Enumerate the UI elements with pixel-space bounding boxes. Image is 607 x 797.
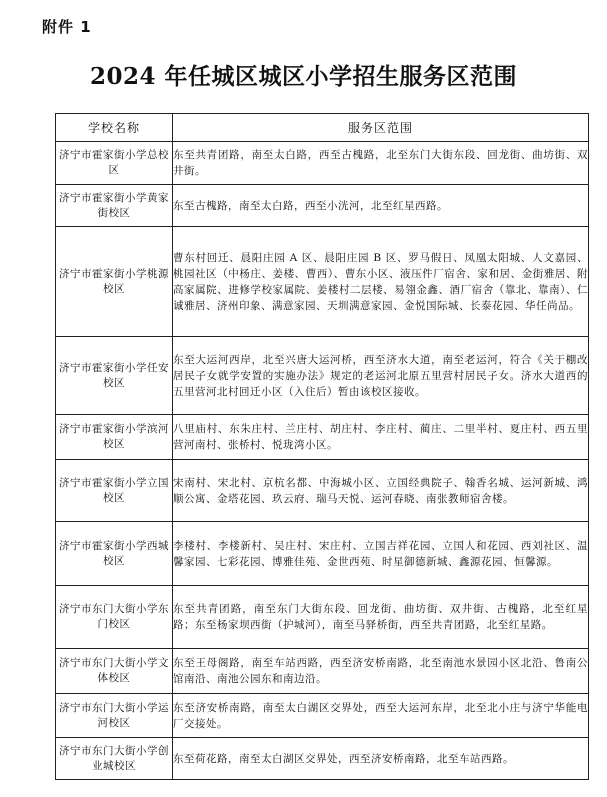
table-row [56, 415, 589, 460]
service-range-cell: 东至大运河西岸，北至兴唐大运河桥，西至济水大道，南至老运河，符合《关于棚改居民子女就学安置的实施办法》规定的老运河北原五里营村居民子女。济水大道西的五里营河北村回迁小区（入住后）暂由该校区接收。 [173, 337, 589, 415]
school-name-cell: 济宁市霍家街小学桃源校区 [56, 227, 173, 337]
attachment-label: 附件 1 [42, 18, 92, 36]
service-range-cell: 东至共青团路，南至东门大街东段、回龙街、曲坊街、双井街、古槐路，北至红星路；东至杨家坝西街（护城河），南至马驿桥街，西至共青团路，北至红星路。 [173, 586, 589, 649]
school-name-cell: 济宁市东门大街小学东门校区 [56, 586, 173, 649]
table-row [56, 522, 589, 586]
table-row [56, 586, 589, 649]
school-name-cell: 济宁市霍家街小学黄家街校区 [56, 185, 173, 227]
service-range-cell: 东至古槐路，南至太白路，西至小洸河，北至红星西路。 [173, 185, 589, 227]
school-name-cell: 济宁市东门大街小学创业城校区 [56, 738, 173, 780]
table-row [56, 738, 589, 780]
school-name-cell: 济宁市霍家街小学滨河校区 [56, 415, 173, 460]
service-range-cell: 东至济安桥南路，南至太白湖区交界处，西至大运河东岸，北至北小庄与济宁华能电厂交接处。 [173, 694, 589, 738]
school-name-cell: 济宁市霍家街小学立国校区 [56, 460, 173, 522]
school-name-cell: 济宁市东门大街小学文体校区 [56, 649, 173, 694]
school-name-cell: 济宁市霍家街小学总校区 [56, 142, 173, 185]
header-school-name: 学校名称 [56, 114, 173, 142]
table-row [56, 460, 589, 522]
school-name-cell: 济宁市霍家街小学西城校区 [56, 522, 173, 586]
service-area-table [55, 113, 589, 780]
table-header-row [56, 114, 589, 142]
school-name-cell: 济宁市东门大街小学运河校区 [56, 694, 173, 738]
table-row [56, 337, 589, 415]
table-row [56, 649, 589, 694]
table-row [56, 694, 589, 738]
school-name-cell: 济宁市霍家街小学任安校区 [56, 337, 173, 415]
service-range-cell: 东至王母阁路，南至车站西路，西至济安桥南路，北至南池水景园小区北沿、鲁南公馆南沿、南池公园东和南边沿。 [173, 649, 589, 694]
service-range-cell: 东至荷花路，南至太白湖区交界处，西至济安桥南路，北至车站西路。 [173, 738, 589, 780]
table-row [56, 142, 589, 185]
service-range-cell: 李楼村、李楼新村、吴庄村、宋庄村、立国吉祥花园、立国人和花园、西刘社区、温馨家园、七彩花园、博雅佳苑、金世西苑、时星御德新城、鑫源花园、恒馨源。 [173, 522, 589, 586]
service-range-cell: 八里庙村、东朱庄村、兰庄村、胡庄村、李庄村、蔺庄、二里半村、夏庄村、西五里营河南村、张桥村、悦珑湾小区。 [173, 415, 589, 460]
service-range-cell: 曹东村回迁、晨阳庄园 A 区、晨阳庄园 B 区、罗马假日、凤凰太阳城、人文嘉园、桃园社区（中杨庄、姜楼、曹西）、曹东小区、液压件厂宿舍、家和居、金街雅居、附高家属院、进修学校家属院、姜楼村二层楼、易翎金鑫、酒厂宿舍（靠北、靠南）、仁诚雅居、济州印象、满意家园、天圳满意家园、金悦国际城、长泰花园、华任尚品。 [173, 227, 589, 337]
table-row [56, 227, 589, 337]
service-range-cell: 宋南村、宋北村、京杭名都、中海城小区、立国经典院子、翰香名城、运河新城、鸿顺公寓、金塔花园、玖云府、瑞马天悦、运河春晓、南张教师宿舍楼。 [173, 460, 589, 522]
header-service-range: 服务区范围 [173, 114, 589, 142]
table-row [56, 185, 589, 227]
service-range-cell: 东至共青团路，南至太白路，西至古槐路，北至东门大街东段、回龙街、曲坊街、双井街。 [173, 142, 589, 185]
document-title: 2024 年任城区城区小学招生服务区范围 [89, 63, 518, 90]
